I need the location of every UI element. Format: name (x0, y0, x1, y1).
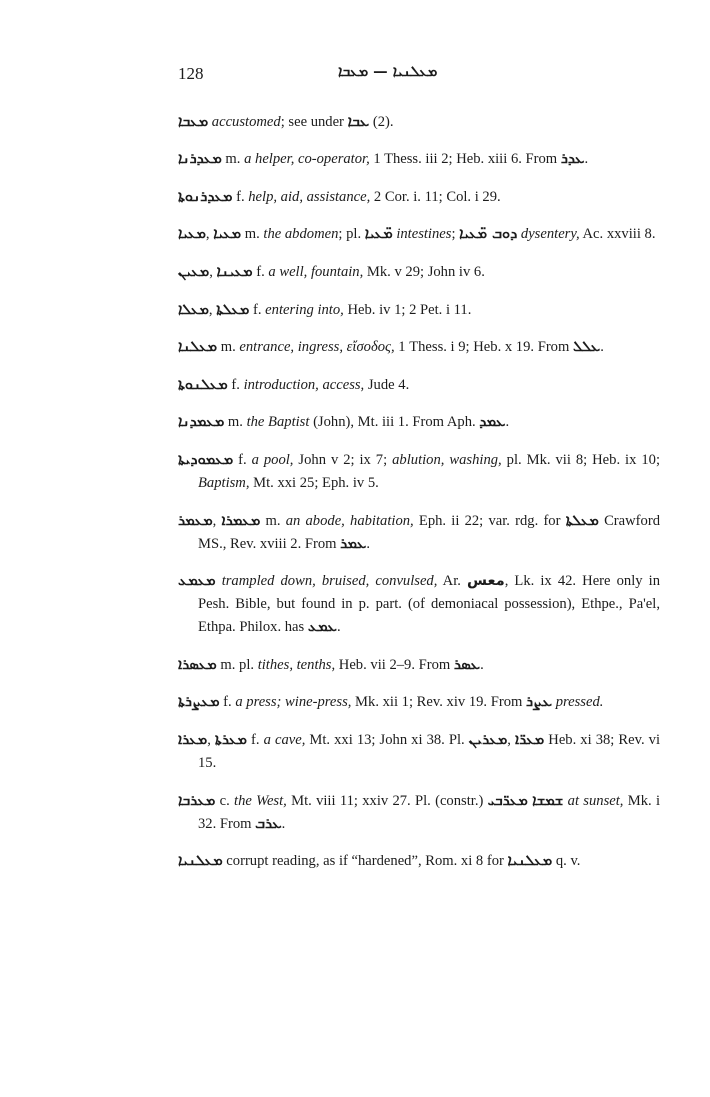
dictionary-entry (178, 691, 660, 714)
syriac-word: ܡܥܝܢ (178, 263, 210, 280)
entry-text: Mt. viii 11; xxiv 27. Pl. (constr.) (286, 792, 488, 809)
syriac-word: ܫܡܫܐ (532, 792, 564, 809)
dictionary-entry (178, 374, 660, 397)
gloss-text: tithes, tenths, (257, 656, 336, 673)
entry-text: , (207, 731, 215, 748)
syriac-word: ܡܥܪܐ (178, 731, 208, 748)
dictionary-entry (178, 148, 660, 171)
syriac-word: ܡܥܪ̈ܒܝ (487, 792, 528, 809)
running-head: ܡܥܠܢܝܐ — ܡܥܒܐ (338, 64, 438, 80)
dictionary-entry (178, 336, 660, 359)
gloss-text: entrance, ingress, (239, 339, 343, 356)
gloss-text: introduction, access, (243, 376, 365, 393)
gloss-text: an abode, habitation, (285, 512, 414, 529)
syriac-word: ܡܥܡܪܐ (221, 512, 261, 529)
syriac-word: ܡܥܡܪ (178, 512, 213, 529)
dictionary-entry (178, 299, 660, 322)
gloss-text: εἴσοδος, (346, 339, 395, 356)
page-header (178, 64, 660, 88)
entry-text: Mk. xii 1; Rev. xiv 19. From (351, 694, 526, 711)
entry-text: Mk. i 32. From (198, 792, 660, 832)
syriac-word: ܥܠܠ (572, 339, 601, 356)
gloss-text: trampled down, bruised, convulsed, (221, 573, 438, 590)
syriac-word: ܥܪܒ (255, 815, 282, 832)
entry-text: , (208, 301, 217, 318)
syriac-word: ܕܘܒ ܡ̈ܥܝܐ (459, 226, 518, 243)
gloss-text: ablution, washing, (392, 451, 502, 468)
entry-text: . (584, 151, 589, 168)
syriac-word: ܡܥܝܢܐ (216, 263, 253, 280)
entry-text: pl. Mk. vii 8; Heb. ix 10; (501, 451, 661, 468)
syriac-word: ܥܒܐ (347, 113, 370, 130)
syriac-word: ܥܨܪ (526, 694, 553, 711)
gloss-text: a press; wine-press, (235, 694, 352, 711)
entry-text: ; pl. (338, 226, 365, 243)
dictionary-entry (178, 186, 660, 209)
entry-text: m. (224, 414, 247, 431)
entry-text: Mk. v 29; John iv 6. (363, 263, 485, 280)
gloss-text: a helper, co-operator, (244, 151, 370, 168)
gloss-text: Baptism, (198, 474, 250, 491)
syriac-word: ܡܥܠܐ (178, 301, 209, 318)
entry-text: , (212, 512, 222, 529)
entry-text: m. (217, 339, 240, 356)
entry-text: 2 Cor. i. 11; Col. i 29. (370, 188, 501, 205)
dictionary-entry (178, 654, 660, 677)
entry-text: Ar. (437, 573, 468, 590)
syriac-word: ܡܥܡܥ (178, 573, 216, 590)
syriac-word: ܡܥܠܢܐ (178, 339, 218, 356)
gloss-text: a well, fountain, (268, 263, 364, 280)
entry-text: . (505, 414, 510, 431)
syriac-word: ܥܡܕ (479, 414, 506, 431)
entry-text: (2). (369, 113, 394, 130)
dictionary-entry (178, 850, 660, 873)
entry-text: (John), Mt. iii 1. From Aph. (309, 414, 480, 431)
syriac-word: ܥܣܪ (453, 656, 481, 673)
entry-text: , Lk. ix 42. Here only in Pesh. Bible, but found in p. part. (of demoniacal possession), Ethpe., Pa'el, Ethpa. Philox. has (198, 573, 660, 636)
syriac-word: ܡܥܕܪܢܘܬܐ (178, 188, 233, 205)
syriac-word: ܡܥܪܒܐ (178, 792, 216, 809)
syriac-word: ܡܥܪ̈ܐ (515, 731, 545, 748)
dictionary-entries (178, 96, 660, 878)
gloss-text: pressed. (555, 694, 604, 711)
syriac-word: ܡܥܡܘܕܝܬܐ (178, 451, 234, 468)
entry-text: f. (246, 731, 264, 748)
entry-text: Mt. xxi 25; Eph. iv 5. (249, 474, 379, 491)
entry-text: Heb. xi 38; Rev. vi 15. (198, 731, 661, 771)
gloss-text: the abdomen (263, 226, 339, 243)
syriac-word: ܡܥܝܐ (213, 226, 242, 243)
entry-text: q. v. (552, 853, 581, 870)
dictionary-entry (178, 729, 660, 775)
syriac-word: ܡܥܣܪܐ (178, 656, 217, 673)
entry-text: . (600, 339, 604, 356)
dictionary-entry (178, 790, 660, 836)
entry-text: . (336, 619, 341, 636)
syriac-word: ܡܥܠܬܐ (565, 512, 599, 529)
syriac-word: ܡܥܡܕܢܐ (178, 414, 225, 431)
gloss-text: a cave, (263, 731, 306, 748)
entry-text: ; see under (280, 113, 348, 130)
syriac-word: ܡܥܠܢܝܐ (507, 853, 553, 870)
entry-text: John v 2; ix 7; (293, 451, 393, 468)
entry-text: . (480, 656, 484, 673)
dictionary-entry (178, 223, 660, 246)
entry-text: Ac. xxviii 8. (579, 226, 656, 243)
entry-text: f. (227, 376, 244, 393)
syriac-word: ܥܕܪ (560, 151, 585, 168)
syriac-word: ܡ̈ܥܝܐ (364, 226, 393, 243)
entry-text: , (507, 731, 516, 748)
entry-text: c. (215, 792, 235, 809)
syriac-word: ܡܥܪܬܐ (214, 731, 247, 748)
entry-text: . (281, 815, 286, 832)
entry-text: . (366, 535, 370, 552)
syriac-word: ܡܥܝܐ (178, 226, 206, 243)
entry-text: Mt. xxi 13; John xi 38. Pl. (305, 731, 469, 748)
gloss-text: help, aid, assistance, (248, 188, 371, 205)
entry-text: f. (233, 451, 252, 468)
entry-text: f. (252, 263, 269, 280)
entry-text: ; (451, 226, 460, 243)
entry-text: m. (260, 512, 286, 529)
entry-text: 1 Thess. i 9; Heb. x 19. From (394, 339, 573, 356)
entry-text: Crawford MS., Rev. xviii 2. From (198, 512, 660, 552)
dictionary-entry (178, 411, 660, 434)
entry-text: f. (232, 188, 249, 205)
gloss-text: dysentery, (520, 226, 580, 243)
gloss-text: a pool, (251, 451, 294, 468)
dictionary-entry (178, 510, 660, 556)
entry-text: Heb. iv 1; 2 Pet. i 11. (343, 301, 472, 318)
syriac-word: معس (467, 573, 505, 590)
syriac-word: ܥܡܥ (307, 619, 337, 636)
dictionary-entry (178, 111, 660, 134)
syriac-word: ܡܥܪܝܢ (468, 731, 508, 748)
gloss-text: accustomed (211, 113, 281, 130)
gloss-text: entering into, (265, 301, 344, 318)
gloss-text: the West, (234, 792, 287, 809)
gloss-text: intestines (396, 226, 452, 243)
entry-text: f. (249, 301, 266, 318)
gloss-text: the Baptist (246, 414, 310, 431)
entry-text: corrupt reading, as if “hardened”, Rom. xi 8 for (222, 853, 508, 870)
entry-text: , (209, 263, 217, 280)
dictionary-entry (178, 449, 660, 495)
entry-text: f. (219, 694, 236, 711)
entry-text: , (205, 226, 214, 243)
syriac-word: ܡܥܠܬܐ (216, 301, 250, 318)
entry-text: Eph. ii 22; var. rdg. for (413, 512, 566, 529)
entry-text: m. pl. (216, 656, 258, 673)
entry-text: Heb. vii 2–9. From (335, 656, 454, 673)
entry-text: m. (221, 151, 245, 168)
syriac-word: ܡܥܨܪܬܐ (178, 694, 220, 711)
page-number: 128 (178, 64, 204, 83)
gloss-text: at sunset, (567, 792, 624, 809)
syriac-word: ܡܥܕܪܢܐ (178, 151, 222, 168)
entry-text: 1 Thess. iii 2; Heb. xiii 6. From (369, 151, 561, 168)
entry-text: m. (241, 226, 264, 243)
syriac-word: ܡܥܠܢܝܐ (178, 853, 223, 870)
dictionary-entry (178, 570, 660, 639)
syriac-word: ܥܡܪ (340, 535, 367, 552)
dictionary-entry (178, 261, 660, 284)
syriac-word: ܡܥܠܢܘܬܐ (178, 376, 228, 393)
syriac-word: ܡܥܒܐ (178, 113, 209, 130)
entry-text: Jude 4. (364, 376, 410, 393)
